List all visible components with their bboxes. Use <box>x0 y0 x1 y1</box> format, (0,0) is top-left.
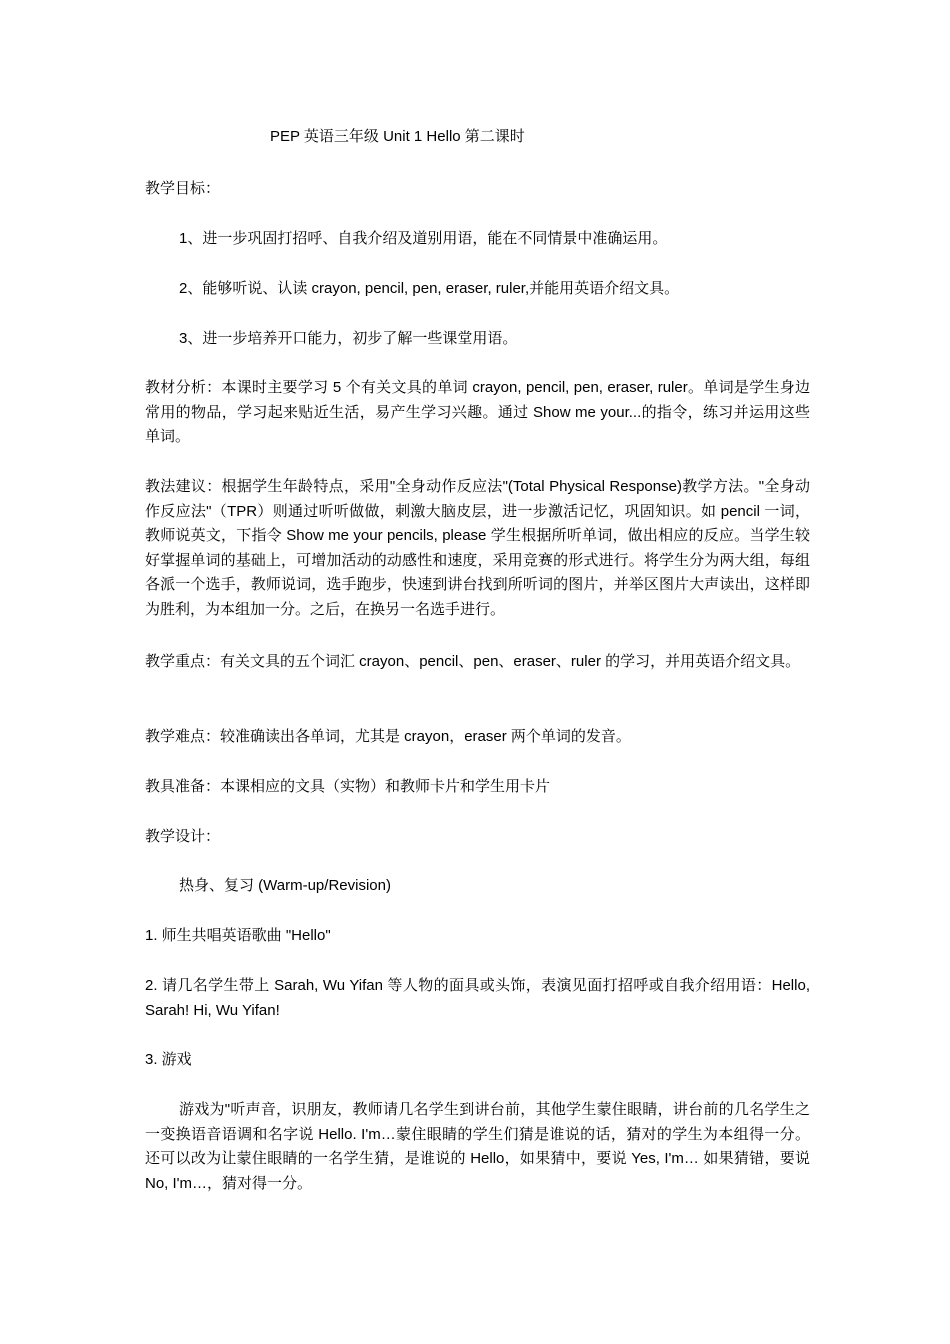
design-heading: 教学设计： <box>145 828 221 845</box>
method-suggestion: 教法建议：根据学生年龄特点，采用"全身动作反应法"(Total Physical Response)教学方法。"全身动作反应法"（TPR）则通过听听做做，刺激大脑皮层，进一步激活记忆，巩固知识。如 pencil 一词，教师说英文，下指令 Show me your pencils, please 学生根据所听单词，做出相应的反应。当学生较好掌握单词的基础上，可增加活动的动感性和速度，采用竞赛的形式进行。将学生分为两大组，每组各派一个选手，教师说词，选手跑步，快速到讲台找到所听词的图片，并举区图片大声读出，这样即为胜利，为本组加一分。之后，在换另一名选手进行。 <box>145 478 810 618</box>
game-description: 游戏为"听声音，识朋友，教师请几名学生到讲台前，其他学生蒙住眼睛，讲台前的几名学生之一变换语音语调和名字说 Hello. I'm…蒙住眼睛的学生们猜是谁说的话，猜对的学生为本组得一分。还可以改为让蒙住眼睛的一名学生猜，是谁说的 Hello，如果猜中，要说 Yes, I'm… 如果猜错，要说 No, I'm…，猜对得一分。 <box>145 1101 810 1192</box>
teaching-preparation: 教具准备：本课相应的文具（实物）和教师卡片和学生用卡片 <box>145 778 551 795</box>
key-points: 教学重点：有关文具的五个词汇 crayon、pencil、pen、eraser、ruler 的学习，并用英语介绍文具。 <box>145 653 801 670</box>
warmup-heading: 热身、复习 (Warm-up/Revision) <box>179 877 391 894</box>
objective-item: 1、进一步巩固打招呼、自我介绍及道别用语，能在不同情景中准确运用。 <box>179 230 668 247</box>
objectives-heading: 教学目标： <box>145 180 221 197</box>
step-2: 2. 请几名学生带上 Sarah, Wu Yifan 等人物的面具或头饰，表演见面打招呼或自我介绍用语：Hello, Sarah! Hi, Wu Yifan! <box>145 977 810 1019</box>
objective-item: 2、能够听说、认读 crayon, pencil, pen, eraser, ruler,并能用英语介绍文具。 <box>179 280 680 297</box>
material-analysis: 教材分析：本课时主要学习 5 个有关文具的单词 crayon, pencil, pen, eraser, ruler。单词是学生身边常用的物品，学习起来贴近生活，易产生学习兴趣。通过 Show me your...的指令，练习并运用这些单词。 <box>145 379 810 445</box>
objective-item: 3、进一步培养开口能力，初步了解一些课堂用语。 <box>179 330 518 347</box>
document-title: PEP 英语三年级 Unit 1 Hello 第二课时 <box>270 128 525 145</box>
difficult-points: 教学难点：较准确读出各单词，尤其是 crayon，eraser 两个单词的发音。 <box>145 728 631 745</box>
step-1: 1. 师生共唱英语歌曲 "Hello" <box>145 927 331 944</box>
step-3: 3. 游戏 <box>145 1051 192 1068</box>
